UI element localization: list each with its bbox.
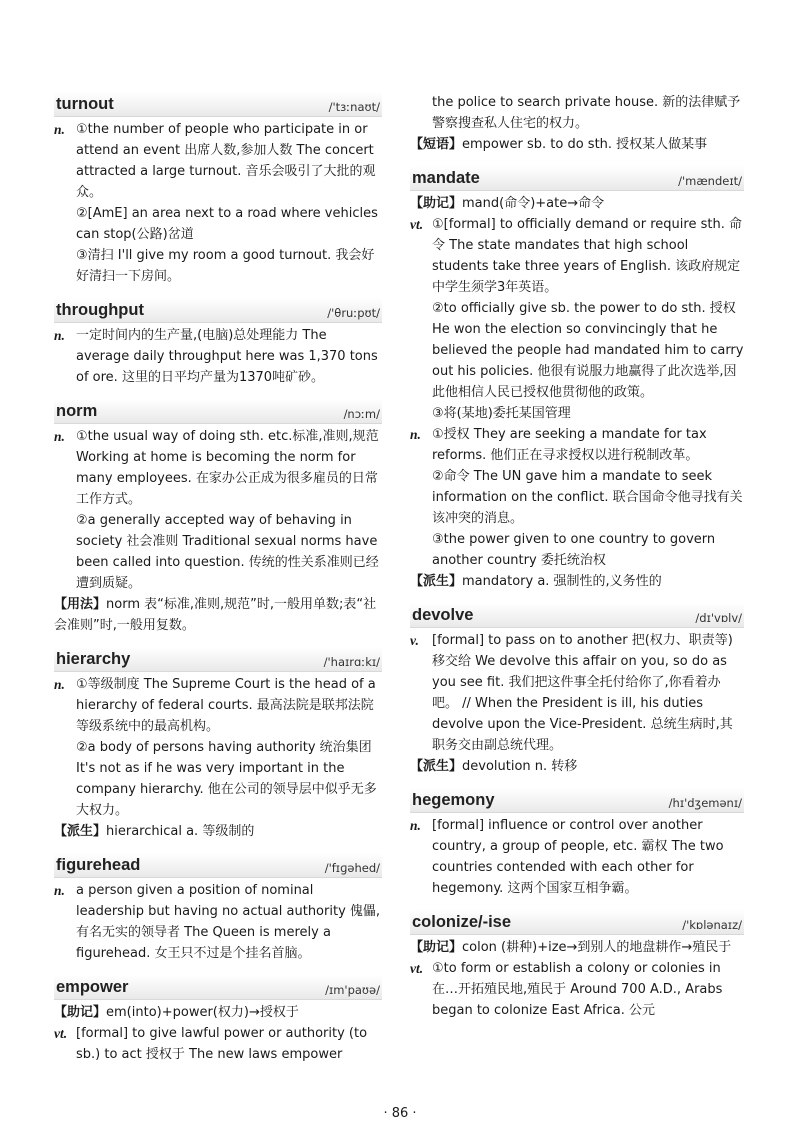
definition: ③清扫 I'll give my room a good turnout. 我会好好清扫一下房间。 [76,248,375,284]
pronunciation: /nɔːm/ [343,407,380,421]
usage-note [54,594,382,636]
sense [54,880,382,964]
definition: ①the usual way of doing sth. etc.标准,准则,规范 Working at home is becoming the norm for many employees. 在家办公正成为很多雇员的日常工作方式。 [76,429,379,507]
part-of-speech: n. [54,328,65,343]
definition: ③the power given to one country to govern another country 委托统治权 [432,532,716,568]
sense [410,630,744,756]
note-text: mand(命令)+ate→命令 [462,196,605,211]
part-of-speech: n. [54,429,65,444]
note-tag: 【助记】 [410,196,463,211]
headword-bar [54,298,382,323]
definition: 一定时间内的生产量,(电脑)总处理能力 The average daily throughput here was 1,370 tons of ore. 这里的日平均产量为1370吨矿砂。 [76,328,378,385]
headword-bar [410,788,744,813]
left-column [54,92,382,1076]
headword-bar [54,853,382,878]
note-tag: 【派生】 [410,574,463,589]
definition: ①the number of people who participate in or attend an event 出席人数,参加人数 The concert attracted a large turnout. 音乐会吸引了大批的观众。 [76,122,376,200]
entry-colonize [410,910,744,1021]
headword-bar [410,910,744,935]
mnemonic-note [410,193,744,214]
pronunciation: /ɪm'paʊə/ [325,983,380,997]
headword: empower [56,978,129,996]
sense [410,815,744,899]
entry-hegemony [410,788,744,899]
entry-devolve [410,603,744,777]
part-of-speech: vt. [54,1026,68,1041]
pronunciation: /dɪ'vɒlv/ [695,611,742,625]
entry-norm [54,399,382,636]
part-of-speech: n. [410,427,421,442]
mnemonic-note [54,1002,382,1023]
note-tag: 【用法】 [54,597,107,612]
entry-figurehead [54,853,382,964]
definition: [formal] to pass on to another 把(权力、职责等)移交给 We devolve this affair on you, so do as you see fit. 我们把这件事全托付给你了,你看着办吧。 // When the President is ill, his duties devolve upon the Vice-President. 总统生病时,其职务交由副总统代理。 [432,633,733,753]
definition-continued: the police to search private house. 新的法律赋予警察搜查私人住宅的权力。 [432,95,741,131]
headword-bar [54,975,382,1000]
derivation-note [410,571,744,592]
sense [410,424,744,466]
note-tag: 【助记】 [54,1005,107,1020]
part-of-speech: n. [410,818,421,833]
headword-bar [410,166,744,191]
headword: throughput [56,301,144,319]
note-text: mandatory a. 强制性的,义务性的 [462,574,662,589]
headword: devolve [412,606,474,624]
note-tag: 【助记】 [410,940,463,955]
part-of-speech: n. [54,122,65,137]
definition: ①[formal] to officially demand or require sth. 命令 The state mandates that high school students take three years of English. 该政府规定中学生须学3年英语。 [432,217,742,295]
entry-empower [54,975,382,1065]
definition: ①等级制度 The Supreme Court is the head of a hierarchy of federal courts. 最高法院是联邦法院等级系统中的最高机构。 [76,677,376,734]
pronunciation: /'haɪrɑːkɪ/ [323,655,380,669]
sense [54,325,382,388]
entry-empower-continued [410,92,744,155]
sense [410,958,744,1021]
part-of-speech: vt. [410,961,424,976]
pronunciation: /'kɒlənaɪz/ [682,918,742,932]
headword-bar [54,399,382,424]
pronunciation: /'mændeɪt/ [678,174,742,188]
definition: ②a body of persons having authority 统治集团 It's not as if he was very important in the company hierarchy. 他在公司的领导层中似乎无多大权力。 [76,740,377,818]
definition: [formal] to give lawful power or authority (to sb.) to act 授权于 The new laws empower [76,1026,368,1062]
note-tag: 【派生】 [54,824,107,839]
pronunciation: /'fɪɡəhed/ [324,861,380,875]
definition: ②[AmE] an area next to a road where vehicles can stop(公路)岔道 [76,206,378,242]
sense [54,426,382,510]
pronunciation: /'tɜːnaʊt/ [328,100,380,114]
derivation-note [54,821,382,842]
entry-turnout [54,92,382,287]
definition: ③将(某地)委托某国管理 [432,406,571,421]
note-text: devolution n. 转移 [462,759,578,774]
right-column [410,92,744,1032]
headword-bar [410,603,744,628]
headword: colonize/-ise [412,913,512,931]
note-text: norm 表“标准,准则,规范”时,一般用单数;表“社会准则”时,一般用复数。 [54,597,377,633]
definition: [formal] influence or control over another country, a group of people, etc. 霸权 The two countries contended with each other for hegemony. 这两个国家互相争霸。 [432,818,724,896]
part-of-speech: v. [410,633,419,648]
mnemonic-note [410,937,744,958]
definition: ①授权 They are seeking a mandate for tax reforms. 他们正在寻求授权以进行税制改革。 [432,427,707,463]
sense [410,214,744,298]
part-of-speech: n. [54,883,65,898]
sense [54,119,382,203]
part-of-speech: n. [54,677,65,692]
note-text: hierarchical a. 等级制的 [106,824,255,839]
definition: ②to officially give sb. the power to do sth. 授权 He won the election so convincingly that he believed the people had mandated him to carry out his policies. 他很有说服力地赢得了此次选举,因此他相信人民已授权他贯彻他的政策。 [432,301,744,400]
pronunciation: /hɪ'dʒemənɪ/ [668,796,742,810]
definition: ①to form or establish a colony or colonies in 在…开拓殖民地,殖民于 Around 700 A.D., Arabs began to colonize East Africa. 公元 [432,961,723,1018]
headword-bar [54,92,382,117]
note-text: empower sb. to do sth. 授权某人做某事 [462,137,708,152]
headword-bar [54,647,382,672]
definition: ②a generally accepted way of behaving in society 社会准则 Traditional sexual norms have been called into question. 传统的性关系准则已经遭到质疑。 [76,513,379,591]
headword: hegemony [412,791,495,809]
note-tag: 【派生】 [410,759,463,774]
headword: norm [56,402,98,420]
headword: turnout [56,95,114,113]
note-tag: 【短语】 [410,137,463,152]
note-text: em(into)+power(权力)→授权于 [106,1005,299,1020]
definition: a person given a position of nominal leadership but having no actual authority 傀儡,有名无实的领导者 The Queen is merely a figurehead. 女王只不过是个挂名首脑。 [76,883,381,961]
entry-throughput [54,298,382,388]
entry-hierarchy [54,647,382,842]
headword: hierarchy [56,650,131,668]
definition: ②命令 The UN gave him a mandate to seek information on the conflict. 联合国命令他寻找有关该冲突的消息。 [432,469,743,526]
headword: figurehead [56,856,141,874]
headword: mandate [412,169,480,187]
derivation-note [410,756,744,777]
part-of-speech: vt. [410,217,424,232]
sense [54,1023,382,1065]
note-text: colon (耕种)+ize→到别人的地盘耕作→殖民于 [462,940,732,955]
entry-mandate [410,166,744,592]
pronunciation: /'θruːpʊt/ [327,306,380,320]
sense [54,674,382,737]
page-number: · 86 · [383,1106,417,1121]
phrase-note [410,134,744,155]
